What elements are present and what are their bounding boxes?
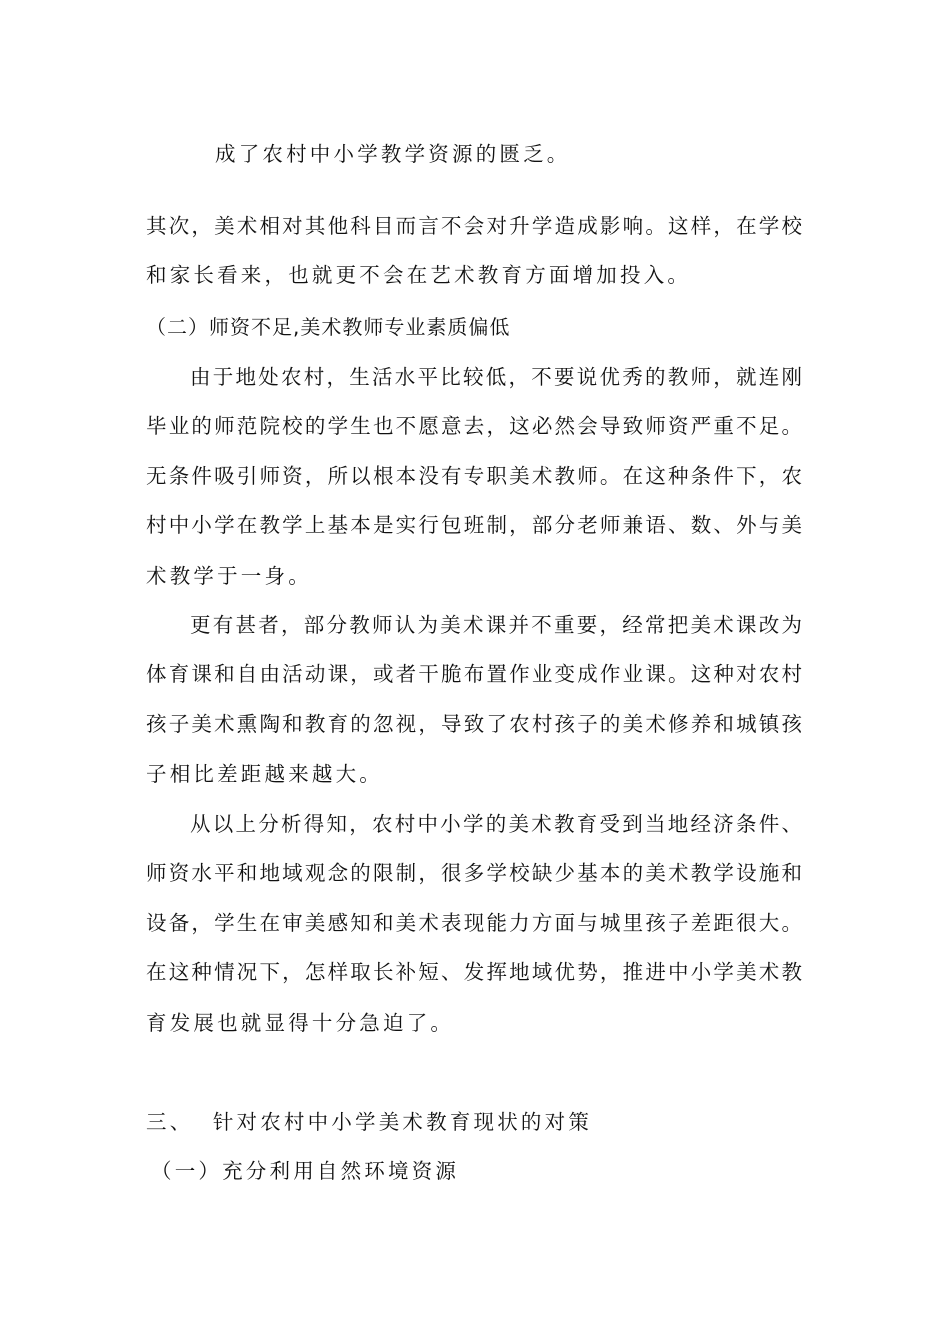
- paragraph-line: 子相比差距越来越大。: [146, 762, 383, 786]
- section-heading: （二）师资不足,美术教师专业素质偏低: [146, 315, 511, 339]
- paragraph-line: 设备，学生在审美感知和美术表现能力方面与城里孩子差距很大。: [146, 911, 802, 935]
- paragraph-line: 从以上分析得知，农村中小学的美术教育受到当地经济条件、: [190, 812, 802, 836]
- paragraph-line: 其次，美术相对其他科目而言不会对升学造成影响。这样，在学校: [146, 214, 802, 238]
- paragraph-line: 和家长看来，也就更不会在艺术教育方面增加投入。: [146, 263, 692, 287]
- paragraph-line: 由于地处农村，生活水平比较低，不要说优秀的教师，就连刚: [190, 365, 802, 389]
- subsection-heading: （一）充分利用自然环境资源: [151, 1159, 460, 1183]
- paragraph-line: 成了农村中小学教学资源的匮乏。: [215, 142, 571, 166]
- paragraph-line: 孩子美术熏陶和教育的忽视，导致了农村孩子的美术修养和城镇孩: [146, 712, 802, 736]
- paragraph-line: 无条件吸引师资，所以根本没有专职美术教师。在这种条件下，农: [146, 464, 802, 488]
- section-heading: 三、 针对农村中小学美术教育现状的对策: [146, 1110, 593, 1134]
- paragraph-line: 师资水平和地域观念的限制，很多学校缺少基本的美术教学设施和: [146, 861, 802, 885]
- paragraph-line: 毕业的师范院校的学生也不愿意去，这必然会导致师资严重不足。: [146, 414, 802, 438]
- paragraph-line: 术教学于一身。: [146, 564, 312, 588]
- paragraph-line: 体育课和自由活动课，或者干脆布置作业变成作业课。这种对农村: [146, 662, 802, 686]
- paragraph-line: 村中小学在教学上基本是实行包班制，部分老师兼语、数、外与美: [146, 513, 802, 537]
- paragraph-line: 在这种情况下，怎样取长补短、发挥地域优势，推进中小学美术教: [146, 960, 802, 984]
- paragraph-line: 更有甚者，部分教师认为美术课并不重要，经常把美术课改为: [190, 613, 802, 637]
- paragraph-line: 育发展也就显得十分急迫了。: [146, 1011, 455, 1035]
